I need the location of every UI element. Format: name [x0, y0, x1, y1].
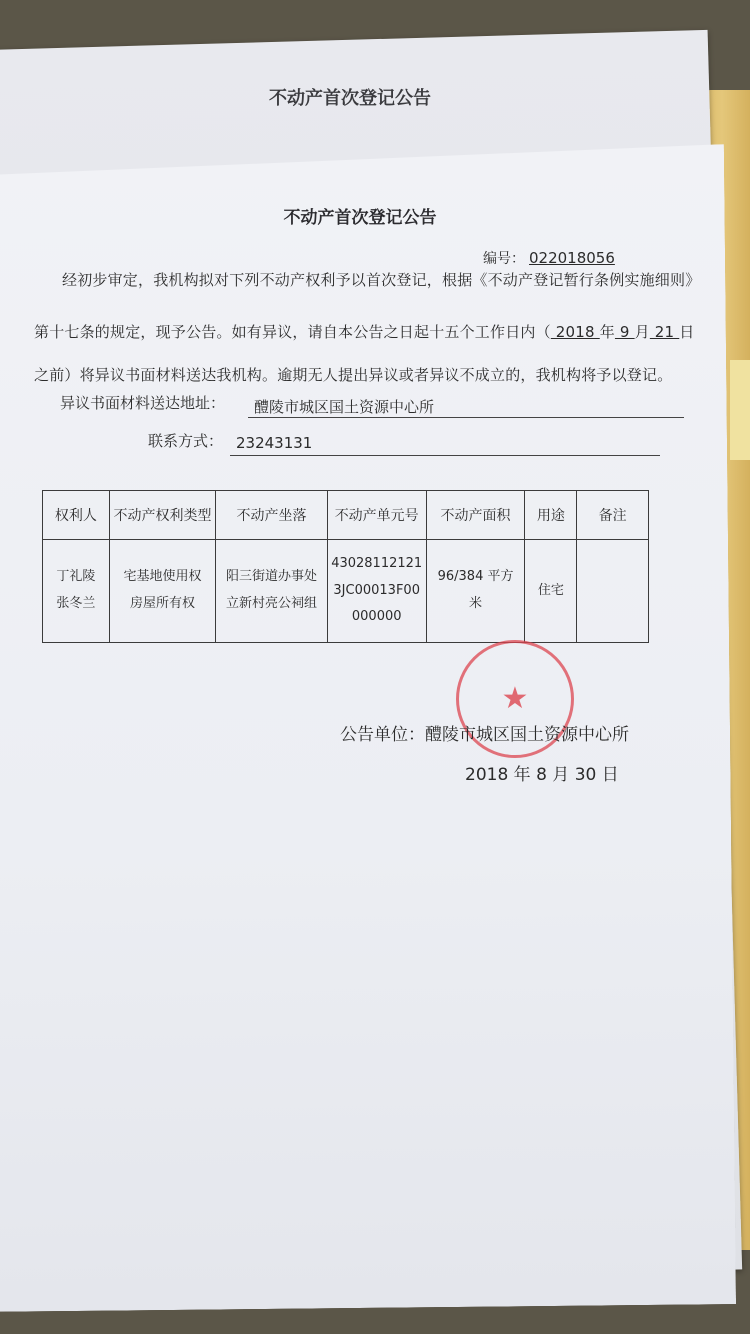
notice-title: 不动产首次登记公告: [283, 208, 437, 228]
holder-1: 丁礼陵: [56, 569, 96, 585]
contact-value: 23243131: [230, 434, 660, 456]
header-location: 不动产坐落: [216, 491, 327, 540]
location-1: 阳三街道办事处: [225, 569, 317, 585]
address-value: 醴陵市城区国土资源中心所: [248, 396, 684, 418]
header-remark: 备注: [577, 491, 649, 540]
document-number: [483, 248, 615, 268]
cell-right-type: [109, 540, 216, 643]
area-1: 96/384 平方: [437, 569, 514, 585]
area-2: 米: [469, 596, 483, 611]
holder-2: 张冬兰: [56, 596, 96, 611]
back-sheet-title: 不动产首次登记公告: [269, 88, 431, 109]
paragraph-line-1: 经初步审定，我机构拟对下列不动产权利予以首次登记，根据《不动产登记暂行条例实施细则》: [62, 271, 701, 289]
paragraph-line-2-text: 第十七条的规定，现予公告。如有异议，请自本公告之日起十五个工作日内（: [34, 323, 551, 341]
deadline-day: 21: [649, 323, 680, 341]
right-type-1: 宅基地使用权: [123, 569, 202, 585]
deadline-month-unit: 月: [634, 323, 650, 341]
contact-label: 联系方式：: [148, 432, 224, 450]
deadline-year-unit: 年: [599, 323, 615, 341]
issue-date: 2018 年 8 月 30 日: [465, 765, 619, 785]
paragraph-line-3: 之前）将异议书面材料送达我机构。逾期无人提出异议或者异议不成立的，我机构将予以登记。: [34, 366, 673, 384]
deadline-day-unit: 日: [679, 323, 695, 341]
issuing-unit: 公告单位：醴陵市城区国土资源中心所: [340, 725, 629, 745]
cell-remark: [577, 540, 649, 643]
unit-number-2: 3JC00013F00: [333, 582, 420, 598]
unit-number-1: 43028112121: [331, 556, 423, 572]
address-label: 异议书面材料送达地址：: [60, 394, 226, 412]
paragraph-line-2: [34, 323, 694, 341]
cell-use: 住宅: [525, 540, 577, 643]
header-right-type: 不动产权利类型: [109, 491, 216, 540]
table-row: [43, 540, 649, 643]
cell-unit-number: [327, 540, 426, 643]
header-area: 不动产面积: [426, 491, 525, 540]
deadline-year: 2018: [550, 323, 600, 341]
header-holder: 权利人: [43, 491, 110, 540]
right-type-2: 房屋所有权: [129, 596, 195, 611]
header-use: 用途: [525, 491, 577, 540]
deadline-month: 9: [614, 323, 635, 341]
table-header-row: [43, 491, 649, 540]
cell-area: [426, 540, 525, 643]
seal-star-icon: ★: [501, 681, 529, 716]
registration-table: [42, 490, 649, 643]
header-unit-number: 不动产单元号: [327, 491, 426, 540]
document-number-label: 编号：: [483, 251, 525, 267]
location-2: 立新村亮公祠组: [225, 596, 317, 611]
document-number-value: 022018056: [529, 249, 615, 267]
unit-number-3: 000000: [351, 609, 402, 625]
cell-holder: [43, 540, 110, 643]
cell-location: [216, 540, 327, 643]
